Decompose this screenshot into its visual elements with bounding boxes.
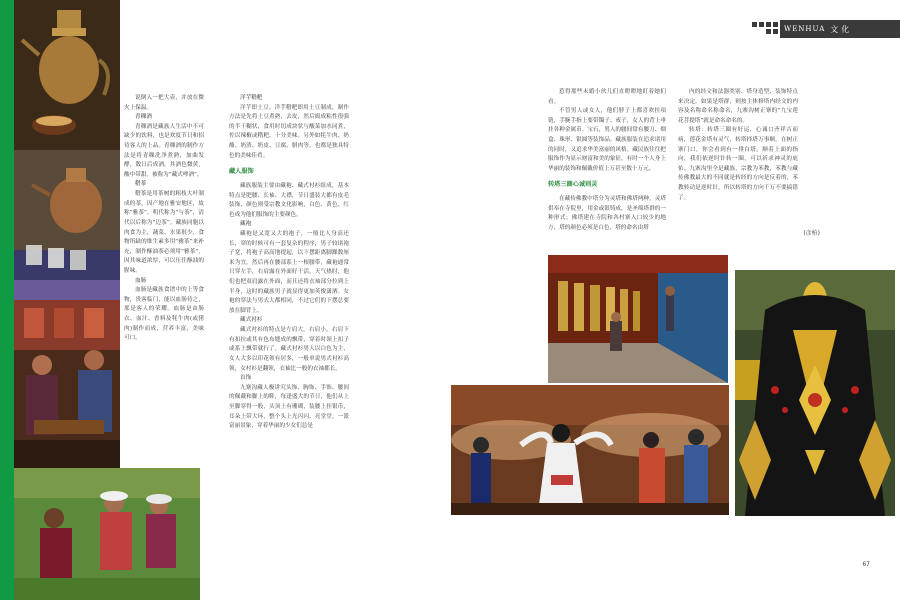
subheading-jewelry: 首饰 (240, 375, 252, 382)
text-column-3 (548, 88, 666, 234)
paragraph: 藏式衬衫的特点是左肩大，右肩小，右肩下有扣拉或其有色布缝成的飘带，穿着时领上扣子或系上飘带就行了。藏式衬衫男人以白色为主，女人大多以印花领有居多，一般单说男式衬衫高领，女衬衫是翻领，衣袖比一般的衣袖都长。 (229, 327, 349, 372)
paragraph: 内的经文和法器类别、塔身造型、装饰特点来决定。如果是塔群，则按主体修塔内经文的内容及名称命名称命名，九寨沟树正寨的“九宝莲花菩提塔”就是命名命名的。 (678, 89, 798, 124)
photo-teapot-cups (14, 150, 120, 300)
subheading-highland-barley-wine: 青稞酒 (135, 114, 152, 121)
paragraph: 惹得那些未婚小伙儿们直瞪瞪地盯着她们看。 (548, 89, 666, 105)
text-column-4 (678, 88, 798, 203)
photo-people-grass (14, 468, 200, 600)
header-en-label: WENHUA (784, 25, 826, 33)
paragraph: 藏族服装主要由藏袍、藏式衬衫组成，基本特点是肥腰、长袖、大襟，节日盛装大都有皮毛装饰，颜色则受宗教文化影响，白色、黄色、红色成为他们服饰的主要颜色。 (229, 182, 349, 218)
section-header (750, 20, 900, 38)
paragraph: 转塔：转塔三圈有好运，心诚口齐祥吉而病，莲花金塔有灵气，转塔择塔万事顺。在树正寨门口，你会看到有一排白塔，顺着上面的指向，我们依逆时针转一圈，可以祈求神灵的庇佑。九寨沟里全是藏族，宗教为苯教，苯教与藏传佛教最大的不同就是转经的方向是反着的，苯教转动是逆时针，所以转塔的方向千万不要搞错了。 (678, 127, 798, 201)
paragraph: 糌茶是用茶树的粗枝大叶制成的茶，因产地在雅安地区，故称“雅茶”，明代称为“与茶”，清代以后称为“边茶”。藏族同胞以肉食为主，蔬菜、水果很少，食物所缺的维生素多用“雅茶”来补充，制作酥油茶必须用“雅茶”，因其味道浓厚，可以压住酥油的腥味。 (124, 191, 204, 274)
photo-dancers (451, 385, 729, 515)
subheading-blood-sausage: 血肠 (135, 277, 147, 284)
green-edge-bar (0, 0, 14, 600)
subheading-tibetan-shirt: 藏式衬衫 (240, 317, 263, 324)
section-heading-pagoda: 转塔三圈心诚则灵 (548, 181, 598, 189)
photo-prayer-wheel-corridor (548, 255, 728, 383)
paragraph: 血肠是藏族食谱中的上等食物，贵客临门，能以血肠待之，那是客人的荣耀。血肠是由肠衣、血汁、香料及牦牛肉(或猪肉)制作而成，营养丰富，美味可口。 (124, 287, 204, 342)
photo-butter-tea-pot (14, 0, 120, 150)
header-cn-label: 文化 (830, 24, 853, 34)
paragraph: 洋芋即土豆。洋芋糌粑即用土豆制成，制作方法是先将土豆煮熟，去皮，然后捣成粘性很强的半干糊状，食用时切成块状与酸菜加水同煮，佐以辣椒或糌粑，十分美味。另外如牦牛肉、奶酪、奶渣、奶皮、豆腐、腊肉等，也都是独具特色的美味佳肴。 (229, 104, 349, 159)
subheading-tibetan-robe: 藏袍 (240, 221, 252, 228)
paragraph: 藏袍是又宽又大的袍子，一般比人身高还长，穿的时候可有一套复杂的程序，男子较诸袍子宽，将袍子高高地提起，以下摆距离脚踝数厘米为宜，然后再在腰部系上一根腰带，藏袍通常只穿左手，右肩露在外面好干活，天气热时，他们也把双肩露在外面，而且还将衣袖部分拉到上半身，这时的藏族男子就显得更加英俊潇洒。女袍的穿法与男式大都相同，不过它们的下摆总要放在脚背上。 (229, 230, 349, 314)
author-credit: (彦柏) (803, 230, 820, 237)
photo-headdress-ornaments (735, 270, 895, 516)
paragraph: 青稞酒是藏族人生活中不可缺少的饮料，也是欢度节日和招待客人的上品。青稞酒的制作方法是将青稞洗净煮熟，加曲发酵，数日后成酒，其酒色微黄，酸中带甜，被称为“藏式啤酒”。 (124, 123, 204, 178)
text-column-2 (229, 94, 349, 432)
paragraph: 九寨沟藏人极讲究头饰、胸饰、手饰、腰间的佩戴和脚上的鞋，每逢盛大的节日，他们从上至脚穿得一般，头顶上有珊瑚，装腰上挂银币，耳朵上带大环，整个头上光闪闪、亮堂堂，一派富丽景象，穿着华丽的少女们总是 (229, 384, 349, 430)
subheading-brick-tea: 糌茶 (135, 181, 147, 188)
text-column-1 (124, 94, 204, 344)
paragraph: 说倒入一把大壶，并放在微火上保温。 (124, 95, 204, 111)
header-bar (780, 20, 900, 38)
photo-women-dining (14, 300, 120, 468)
paragraph: 不管男人或女人，他们脖子上都喜欢挂项链，手腕手指上要带镯子、戒子，女人的背上垂挂各种金属币、宝石，男人的腰间常有腰刀、烟盒、珠形、银圆等装饰品。藏族服装在追求诸用的同时，又追求华美富丽的风格。藏民族往往把服饰作为显示财富和美的象征，有时一个人身上华丽的装饰和佩戴价值上万甚至数十万元。 (548, 108, 666, 172)
section-heading-costume: 藏人服饰 (229, 168, 254, 176)
subheading-potato-tsampa: 洋芋糌粑 (240, 95, 263, 101)
page-number: 67 (862, 561, 870, 568)
header-squares-icon (750, 22, 780, 36)
paragraph: 在藏传佛教中塔分为灵塔和佛塔两种，灵塔供奉在寺院里，用金或银铸成，是圣绵塔群的一种形式；佛塔建在寺院和各村寨入口较少的地方，塔的颜色必须是白色，塔的命名由塔 (548, 196, 666, 231)
